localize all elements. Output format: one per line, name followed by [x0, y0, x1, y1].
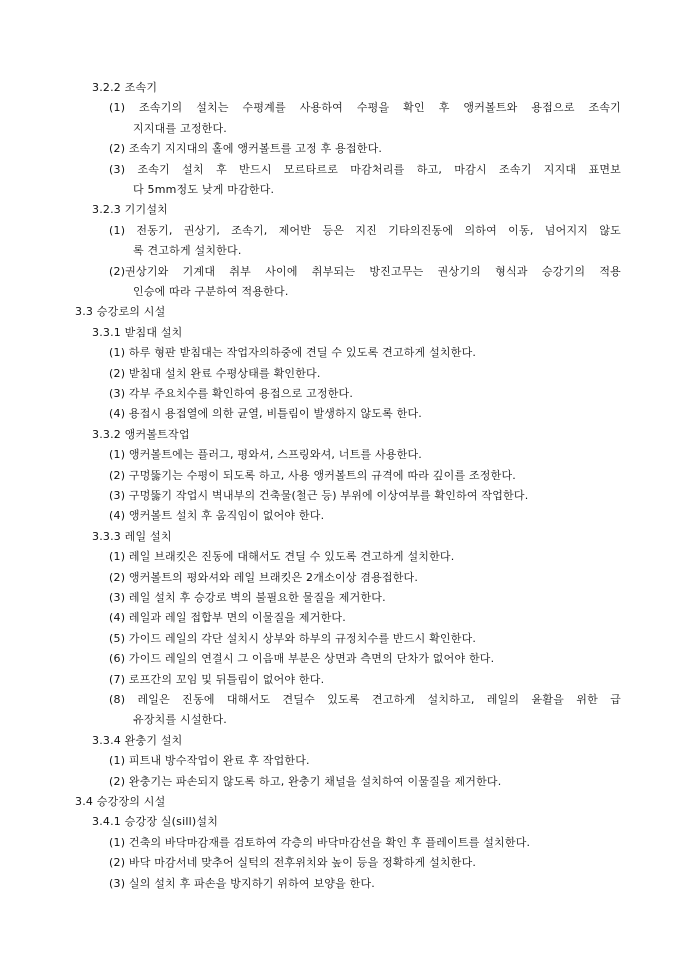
list-item: (1) 레일 브래킷은 진동에 대해서도 견딜 수 있도록 견고하게 설치한다. — [109, 550, 455, 564]
list-item: (2) 완충기는 파손되지 않도록 하고, 완충기 채널을 설치하여 이물질을 제거한다. — [109, 774, 502, 788]
list-item-continuation: 록 견고하게 설치한다. — [133, 244, 242, 258]
list-item: (3) 조속기 설치 후 반드시 모르타르로 마감처리를 하고, 마감시 조속기 지지대 표면보 — [109, 162, 621, 176]
list-item: (3) 구멍뚫기 작업시 벽내부의 건축물(철근 등) 부위에 이상여부를 확인하여 작업한다. — [109, 489, 529, 502]
list-item: (1) 앵커볼트에는 플러그, 평와셔, 스프링와셔, 너트를 사용한다. — [109, 448, 422, 462]
list-item: (2) 조속기 지지대의 홀에 앵커볼트를 고정 후 용접한다. — [109, 142, 383, 156]
list-item: (2) 앵커볼트의 평와셔와 레일 브래킷은 2개소이상 겸용접한다. — [109, 570, 419, 584]
list-item: (7) 로프간의 꼬임 및 뒤틀림이 없어야 한다. — [109, 672, 325, 686]
subsection-heading: 3.2.3 기기설치 — [92, 203, 168, 217]
list-item: (1) 건축의 바닥마감재를 검토하여 각층의 바닥마감선을 확인 후 플레이트를 설치한다. — [109, 835, 531, 849]
list-item: (3) 각부 주요치수를 확인하여 용접으로 고정한다. — [109, 387, 354, 400]
list-item-continuation: 유장치를 시설한다. — [133, 713, 228, 727]
list-item: (2) 받침대 설치 완료 수평상태를 확인한다. — [109, 366, 321, 380]
list-item-continuation: 지지대를 고정한다. — [133, 121, 228, 135]
list-item: (3) 실의 설치 후 파손을 방지하기 위하여 보양을 한다. — [109, 876, 375, 890]
subsection-heading: 3.2.2 조속기 — [92, 81, 158, 94]
list-item: (4) 레일과 레일 접합부 면의 이물질을 제거한다. — [109, 611, 346, 625]
list-item: (2) 구멍뚫기는 수평이 되도록 하고, 사용 앵커볼트의 규격에 따라 깊이를 조정한다. — [109, 468, 516, 482]
list-item: (1) 조속기의 설치는 수평계를 사용하여 수평을 확인 후 앵커볼트와 용접으로 조속기 — [109, 101, 621, 115]
list-item-continuation: 다 5mm정도 낮게 마감한다. — [133, 183, 275, 196]
list-item: (8) 레일은 진동에 대해서도 견딜수 있도록 견고하게 설치하고, 레일의 윤활을 위한 급 — [109, 693, 621, 706]
subsection-heading: 3.4.1 승강장 실(sill)설치 — [92, 815, 219, 829]
list-item: (4) 용접시 용접열에 의한 균열, 비틀림이 발생하지 않도록 한다. — [109, 407, 422, 421]
subsection-heading: 3.3.2 앵커볼트작업 — [92, 427, 190, 441]
list-item: (5) 가이드 레일의 각단 설치시 상부와 하부의 규정치수를 반드시 확인한다. — [109, 631, 477, 645]
subsection-heading: 3.3.4 완충기 설치 — [92, 733, 183, 747]
section-heading: 3.4 승강장의 시설 — [75, 795, 166, 808]
list-item: (2)권상기와 기계대 취부 사이에 취부되는 방진고무는 권상기의 형식과 승강기의 적용 — [109, 264, 621, 278]
list-item: (1) 전동기, 권상기, 조속기, 제어반 등은 지진 기타의진동에 의하여 이동, 넘어지지 않도 — [109, 223, 621, 237]
list-item: (2) 바닥 마감서네 맞추어 실턱의 전후위치와 높이 등을 정확하게 설치한다. — [109, 856, 477, 870]
subsection-heading: 3.3.3 레일 설치 — [92, 529, 172, 543]
list-item: (3) 레일 설치 후 승강로 벽의 불필요한 물질을 제거한다. — [109, 591, 386, 604]
list-item: (4) 앵커볼트 설치 후 움직임이 없어야 한다. — [109, 509, 325, 523]
list-item: (1) 하루 형판 받침대는 작업자의하중에 견딜 수 있도록 견고하게 설치한다. — [109, 346, 477, 360]
subsection-heading: 3.3.1 받침대 설치 — [92, 325, 183, 339]
list-item: (6) 가이드 레일의 연결시 그 이음매 부분은 상면과 측면의 단차가 없어야 한다. — [109, 652, 495, 666]
list-item-continuation: 인승에 따라 구분하여 적용한다. — [133, 285, 289, 298]
section-heading: 3.3 승강로의 시설 — [75, 305, 166, 319]
list-item: (1) 피트내 방수작업이 완료 후 작업한다. — [109, 754, 310, 768]
